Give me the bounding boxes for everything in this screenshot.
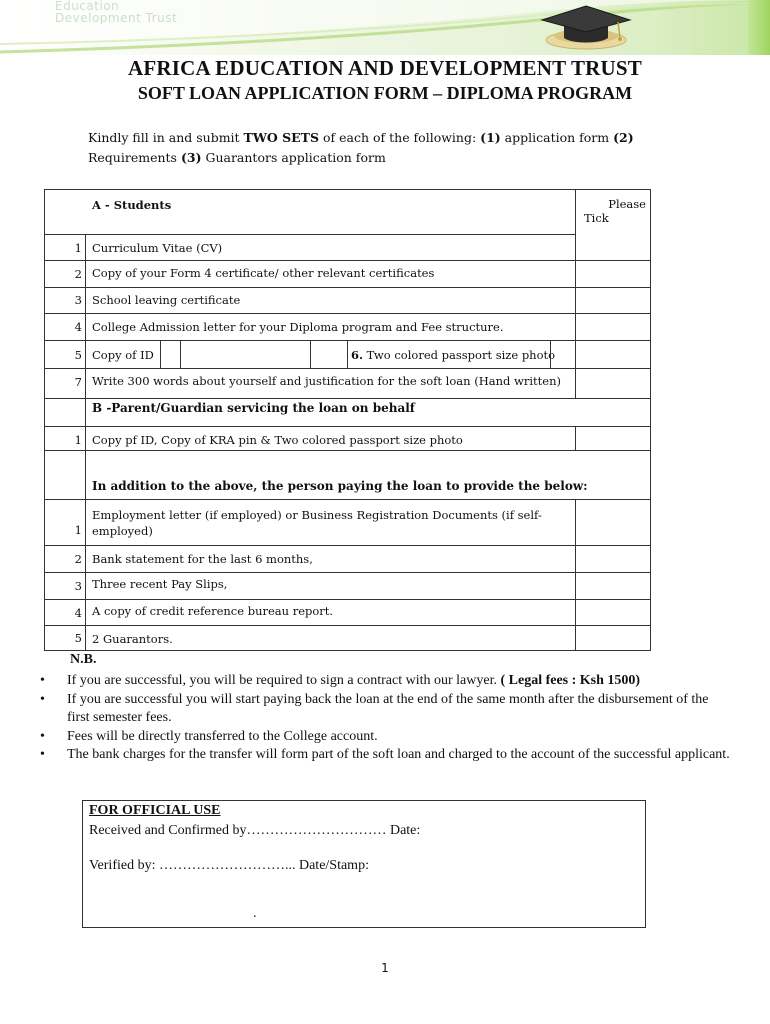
tick-box[interactable] <box>576 500 650 545</box>
official-use-box <box>82 800 646 928</box>
list-item: Copy pf ID, Copy of KRA pin & Two colored passport size photo <box>92 433 463 447</box>
row-number: 7 <box>74 375 82 389</box>
tick-box[interactable] <box>576 546 650 572</box>
nb-list <box>40 672 730 765</box>
id-tick-box[interactable] <box>161 341 180 368</box>
row-number: 5 <box>74 631 82 645</box>
nb-heading: N.B. <box>70 652 97 667</box>
list-item: Bank statement for the last 6 months, <box>92 552 313 566</box>
section-b-heading: B -Parent/Guardian servicing the loan on behalf <box>92 401 415 415</box>
nb-item: • Fees will be directly transferred to the College account. <box>40 728 378 744</box>
row-number: 5 <box>74 348 82 362</box>
row-number: 1 <box>74 241 82 255</box>
addition-heading: In addition to the above, the person paying the loan to provide the below: <box>92 479 588 493</box>
row-number: 4 <box>74 606 82 620</box>
list-item: 2 Guarantors. <box>92 632 173 646</box>
list-item: School leaving certificate <box>92 293 241 307</box>
tick-box[interactable] <box>576 427 650 450</box>
section-a-heading: A - Students <box>92 198 172 212</box>
requirements-table <box>44 189 651 651</box>
row-number: 1 <box>74 523 82 537</box>
tick-box[interactable] <box>576 600 650 625</box>
row-number: 3 <box>74 293 82 307</box>
tick-box[interactable] <box>576 573 650 599</box>
header-banner <box>0 0 770 55</box>
banner-green-bar <box>748 0 770 55</box>
instructions: Kindly fill in and submit TWO SETS of each of the following: (1) application form (2) Requirements (3) Guarantors application form <box>88 130 634 165</box>
tick-box[interactable] <box>576 261 650 287</box>
page-subtitle: SOFT LOAN APPLICATION FORM – DIPLOMA PROGRAM <box>137 83 633 103</box>
tick-header: Please Tick <box>584 197 646 225</box>
tick-box[interactable] <box>576 235 650 260</box>
list-item: Curriculum Vitae (CV) <box>92 241 223 255</box>
tick-box[interactable] <box>576 288 650 313</box>
list-item: Employment letter (if employed) or Business Registration Documents (if self- employed) <box>92 508 542 538</box>
page-number: 1 <box>381 961 389 975</box>
row-number: 2 <box>74 552 82 566</box>
row-number: 2 <box>74 267 82 281</box>
graduation-cap-icon <box>538 2 634 50</box>
nb-item: • If you are successful you will start paying back the loan at the end of the same month after the disbursement of the first semester fees. <box>40 691 709 725</box>
list-item: Copy of ID <box>92 348 154 362</box>
nb-item: • The bank charges for the transfer will form part of the soft loan and charged to the account of the successful applicant. <box>40 747 730 762</box>
banner-watermark-text: Education Development Trust <box>55 0 178 25</box>
verified-by-line[interactable]: Verified by: ………………………... Date/Stamp: <box>89 858 369 873</box>
official-dot: . <box>253 906 257 921</box>
list-item-6: 6. Two colored passport size photo <box>351 348 556 362</box>
page-title: AFRICA EDUCATION AND DEVELOPMENT TRUST <box>127 56 642 80</box>
nb-item: • If you are successful, you will be required to sign a contract with our lawyer. ( Legal fees : Ksh 1500) <box>40 673 641 688</box>
row-number: 3 <box>74 579 82 593</box>
official-use-title: FOR OFFICIAL USE <box>89 803 221 818</box>
tick-box[interactable] <box>576 626 650 650</box>
list-item: Three recent Pay Slips, <box>92 577 228 591</box>
list-item: Write 300 words about yourself and justification for the soft loan (Hand written) <box>92 374 561 388</box>
received-confirmed-line[interactable]: Received and Confirmed by………………………… Date: <box>89 823 421 838</box>
photo-tick-box[interactable] <box>551 341 575 368</box>
row-number: 1 <box>74 433 82 447</box>
row-number: 4 <box>74 320 82 334</box>
list-item: College Admission letter for your Diploma program and Fee structure. <box>92 320 504 334</box>
tick-box[interactable] <box>576 314 650 340</box>
list-item: Copy of your Form 4 certificate/ other relevant certificates <box>92 266 435 280</box>
list-item: A copy of credit reference bureau report. <box>92 604 334 618</box>
